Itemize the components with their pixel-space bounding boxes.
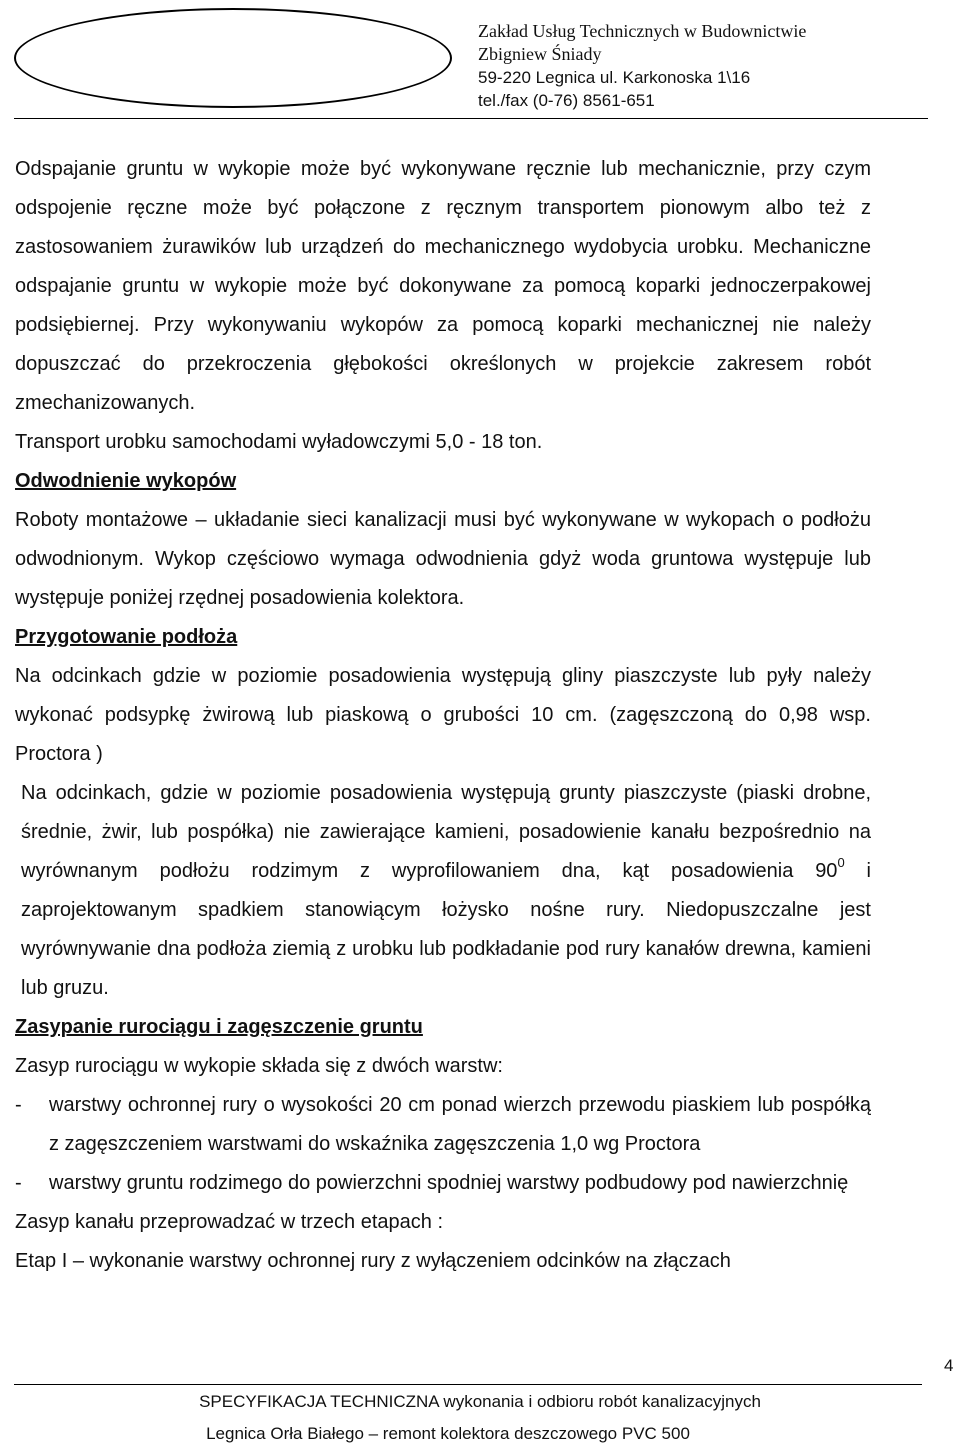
footer-project-title: Legnica Orła Białego – remont kolektora deszczowego PVC 500 xyxy=(206,1424,690,1443)
list-item xyxy=(15,1164,871,1203)
company-address: 59-220 Legnica ul. Karkonoska 1\16 xyxy=(478,68,751,87)
document-body xyxy=(15,150,871,1281)
heading-subgrade: Przygotowanie podłoża xyxy=(15,626,238,648)
page-number: 4 xyxy=(944,1356,954,1375)
company-name: Zakład Usług Technicznych w Budownictwie xyxy=(478,21,807,41)
paragraph-stage-one: Etap I – wykonanie warstwy ochronnej rury z wyłączeniem odcinków na złączach xyxy=(15,1250,731,1272)
footer-spec-title: SPECYFIKACJA TECHNICZNA wykonania i odbioru robót kanalizacyjnych xyxy=(199,1392,761,1411)
paragraph-sandy-soils-part1: Na odcinkach, gdzie w poziomie posadowienia występują grunty piaszczyste (piaski drobne, średnie, żwir, lub pospółka) nie zawierające kamieni, posadowienie kanału bezpośrednio na wyrównanym podłożu rodzimym z wyprofilowaniem dna, kąt posadowienia 90 xyxy=(21,782,871,882)
company-logo-oval xyxy=(14,8,452,108)
company-owner: Zbigniew Śniady xyxy=(478,44,602,64)
header-divider xyxy=(14,118,928,119)
degree-superscript: 0 xyxy=(837,855,845,871)
paragraph-dewatering: Roboty montażowe – układanie sieci kanalizacji musi być wykonywane w wykopach o podłożu odwodnionym. Wykop częściowo wymaga odwodnienia gdyż woda gruntowa występuje lub występuje poniżej rzędnej posadowienia kolektora. xyxy=(15,509,871,609)
list-item xyxy=(15,1086,871,1164)
paragraph-backfill-layers: Zasyp rurociągu w wykopie składa się z dwóch warstw: xyxy=(15,1055,503,1077)
list-marker: - xyxy=(15,1094,22,1116)
paragraph-subgrade: Na odcinkach gdzie w poziomie posadowienia występują gliny piaszczyste lub pyły należy wykonać podsypkę żwirową lub piaskową o grubości 10 cm. (zagęszczoną do 0,98 wsp. Proctora ) xyxy=(15,665,871,765)
footer-divider xyxy=(14,1384,922,1385)
list-item-native-soil-layer: warstwy gruntu rodzimego do powierzchni spodniej warstwy podbudowy pod nawierzchnię xyxy=(49,1172,849,1194)
heading-dewatering: Odwodnienie wykopów xyxy=(15,470,237,492)
paragraph-transport: Transport urobku samochodami wyładowczymi 5,0 - 18 ton. xyxy=(15,431,543,453)
paragraph-excavation: Odspajanie gruntu w wykopie może być wykonywane ręcznie lub mechanicznie, przy czym odspojenie ręczne może być połączone z ręcznym transportem pionowym albo też z zastosowaniem żurawików lub urządzeń do mechanicznego wydobycia urobku. Mechaniczne odspajanie gruntu w wykopie może być dokonywane za pomocą koparki jednoczerpakowej podsiębiernej. Przy wykonywaniu wykopów za pomocą koparki mechanicznej nie należy dopuszczać do przekroczenia głębokości określonych w projekcie zakresem robót zmechanizowanych. xyxy=(15,158,871,414)
paragraph-sandy-soils xyxy=(15,774,871,1008)
paragraph-backfill-stages: Zasyp kanału przeprowadzać w trzech etapach : xyxy=(15,1211,443,1233)
company-header xyxy=(478,20,948,112)
heading-backfill: Zasypanie rurociągu i zagęszczenie gruntu xyxy=(15,1016,423,1038)
list-item-protective-layer: warstwy ochronnej rury o wysokości 20 cm ponad wierzch przewodu piaskiem lub pospółką z zagęszczeniem warstwami do wskaźnika zagęszczenia 1,0 wg Proctora xyxy=(49,1094,871,1155)
paragraph-sandy-soils-part2: i zaprojektowanym spadkiem stanowiącym łożysko nośne rury. Niedopuszczalne jest wyrównywanie dna podłoża ziemią z urobku lub podkładanie pod rury kanałów drewna, kamieni lub gruzu. xyxy=(21,860,871,999)
company-phone: tel./fax (0-76) 8561-651 xyxy=(478,91,655,110)
list-marker: - xyxy=(15,1172,22,1194)
